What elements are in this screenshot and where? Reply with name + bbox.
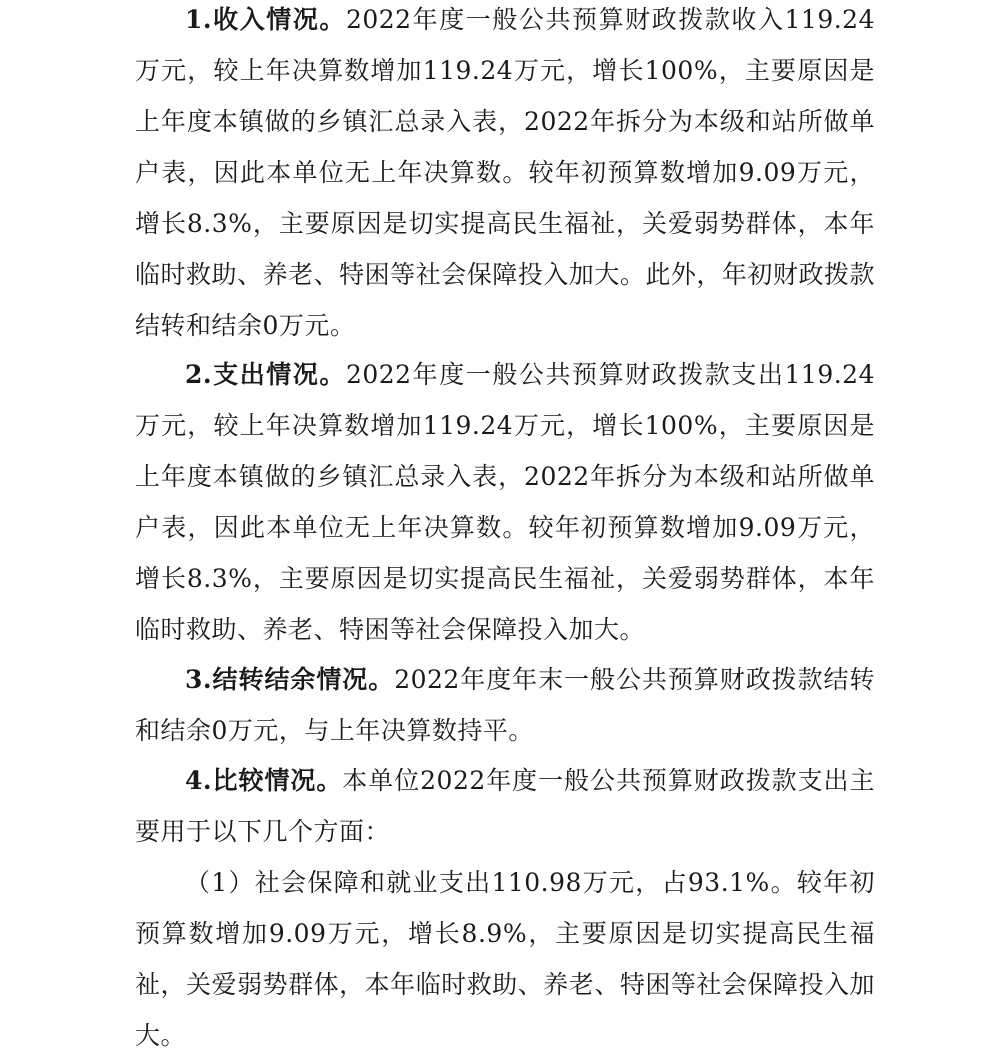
sub-item-text: （1）社会保障和就业支出110.98万元，占93.1%。较年初预算数增加9.09万元，增长8.9%，主要原因是切实提高民生福祉，关爱弱势群体，本年临时救助、养老、特困等社会保障投入加大。 (135, 868, 875, 1050)
section-heading-carryover: 3.结转结余情况。 (185, 665, 395, 694)
section-body-income: 2022年度一般公共预算财政拨款收入119.24万元，较上年决算数增加119.24万元，增长100%，主要原因是上年度本镇做的乡镇汇总录入表，2022年拆分为本级和站所做单户表，因此本单位无上年决算数。较年初预算数增加9.09万元，增长8.3%，主要原因是切实提高民生福祉，关爱弱势群体，本年临时救助、养老、特困等社会保障投入加大。此外，年初财政拨款结转和结余0万元。 (135, 5, 875, 340)
section-heading-income: 1.收入情况。 (185, 5, 346, 34)
section-body-carryover: 2022年度年末一般公共预算财政拨款结转和结余0万元，与上年决算数持平。 (135, 665, 876, 745)
paragraph-income (135, 0, 875, 351)
paragraph-comparison (135, 755, 875, 857)
paragraph-expenditure (135, 349, 875, 655)
section-heading-expenditure: 2.支出情况。 (185, 360, 346, 389)
paragraph-sub-item-1 (135, 857, 875, 1061)
section-body-expenditure: 2022年度一般公共预算财政拨款支出119.24万元，较上年决算数增加119.24万元，增长100%，主要原因是上年度本镇做的乡镇汇总录入表，2022年拆分为本级和站所做单户表，因此本单位无上年决算数。较年初预算数增加9.09万元，增长8.3%，主要原因是切实提高民生福祉，关爱弱势群体，本年临时救助、养老、特困等社会保障投入加大。 (135, 360, 875, 644)
section-heading-comparison: 4.比较情况。 (185, 766, 343, 795)
section-body-comparison: 本单位2022年度一般公共预算财政拨款支出主要用于以下几个方面： (135, 766, 875, 846)
paragraph-carryover (135, 654, 875, 756)
